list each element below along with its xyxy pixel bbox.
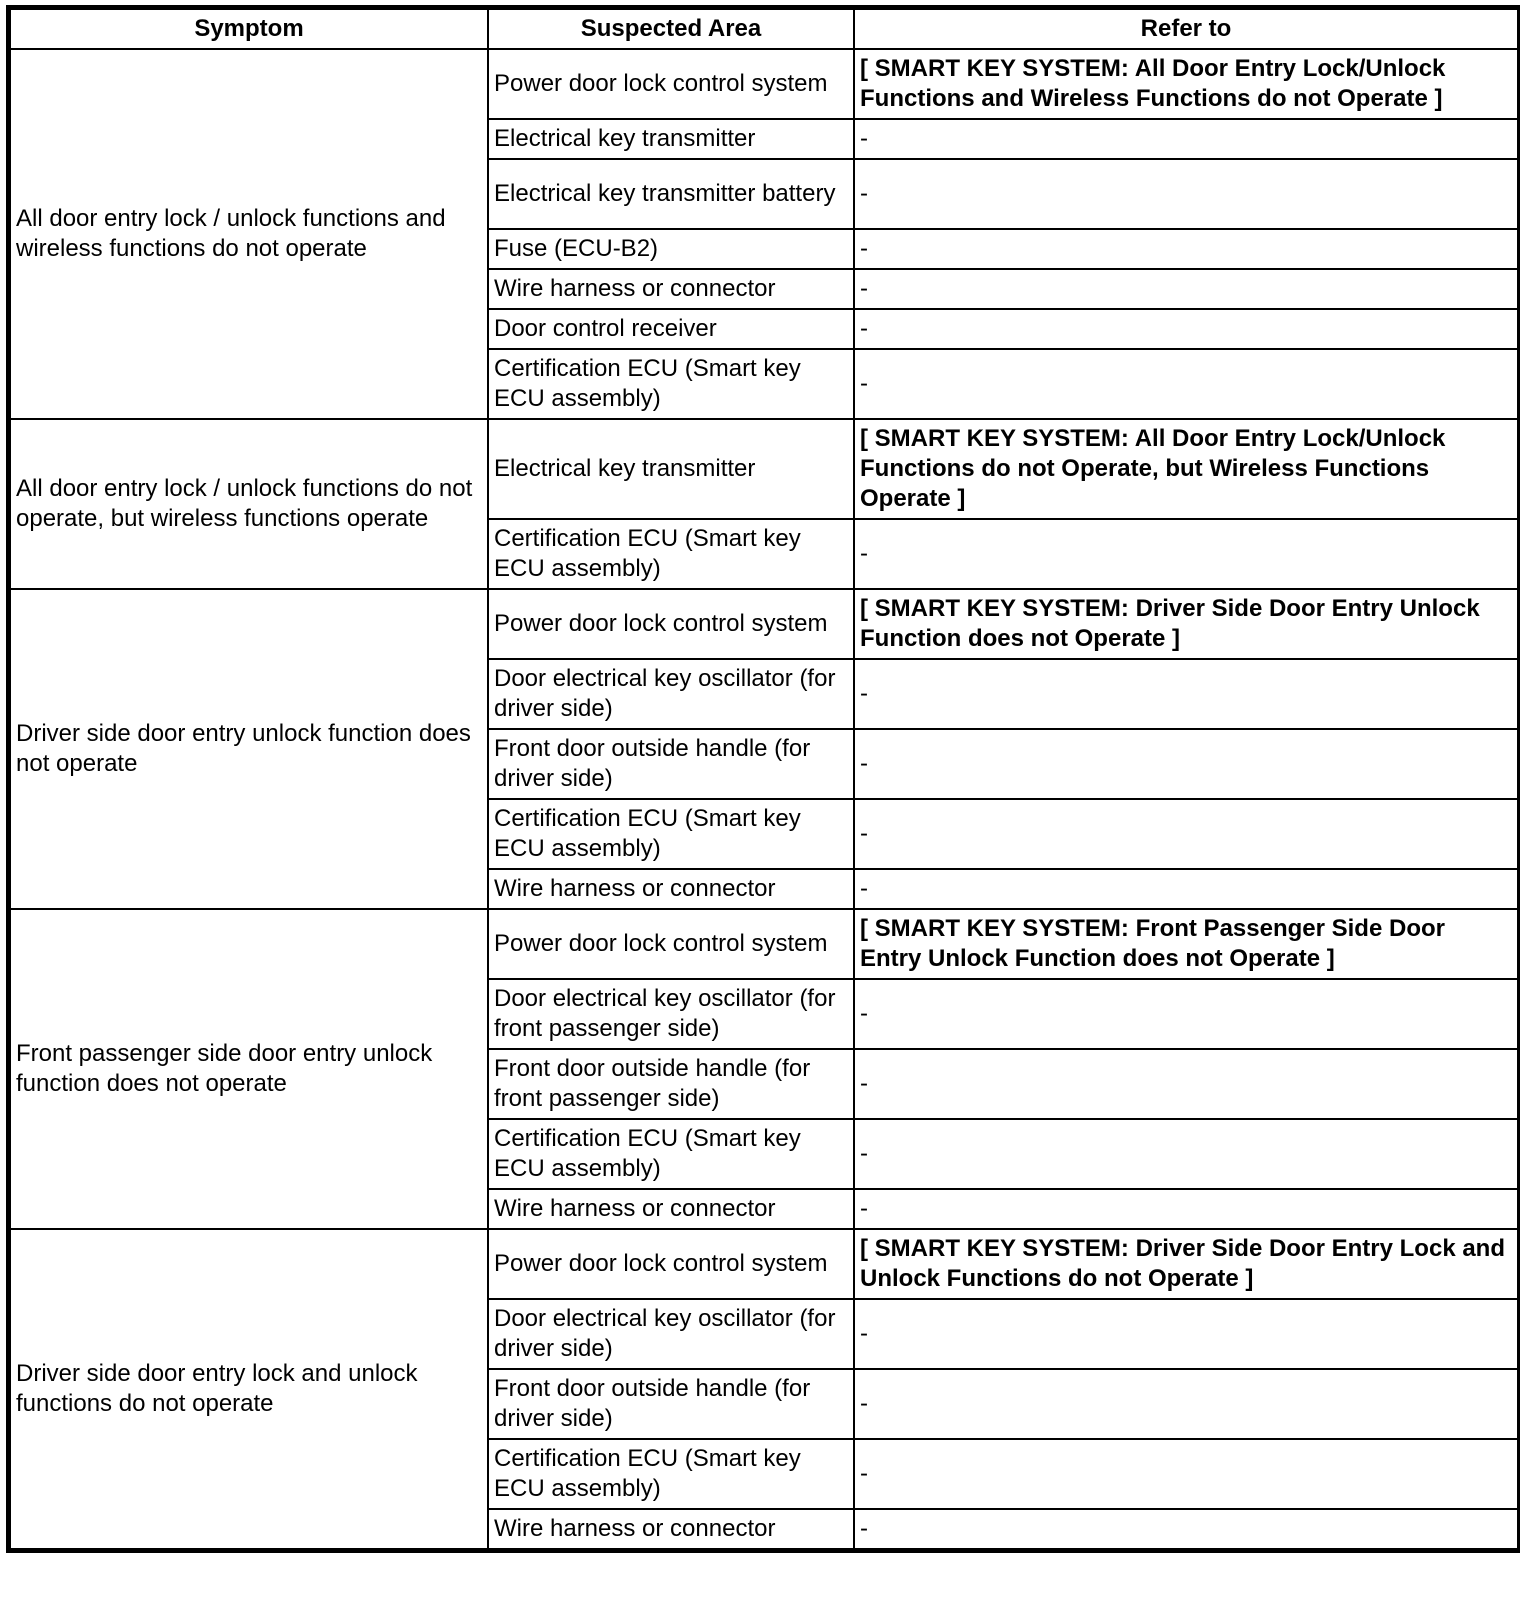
suspected-area-cell: Wire harness or connector <box>488 1509 854 1549</box>
header-symptom: Symptom <box>10 9 488 49</box>
refer-cell: - <box>854 1299 1518 1369</box>
suspected-area-cell: Certification ECU (Smart key ECU assembly) <box>488 799 854 869</box>
symptom-cell: Driver side door entry lock and unlock functions do not operate <box>10 1229 488 1549</box>
table-row <box>10 589 1518 659</box>
header-refer-to: Refer to <box>854 9 1518 49</box>
refer-link[interactable]: [ SMART KEY SYSTEM: All Door Entry Lock/Unlock Functions do not Operate, but Wireless Functions Operate ] <box>854 419 1518 519</box>
suspected-area-cell: Power door lock control system <box>488 49 854 119</box>
refer-cell: - <box>854 1509 1518 1549</box>
refer-cell: - <box>854 729 1518 799</box>
symptom-cell: Driver side door entry unlock function does not operate <box>10 589 488 909</box>
refer-cell: - <box>854 1189 1518 1229</box>
refer-cell: - <box>854 799 1518 869</box>
troubleshooting-table-frame <box>6 5 1520 1553</box>
suspected-area-cell: Certification ECU (Smart key ECU assembly) <box>488 519 854 589</box>
symptom-cell: Front passenger side door entry unlock function does not operate <box>10 909 488 1229</box>
suspected-area-cell: Electrical key transmitter battery <box>488 159 854 229</box>
suspected-area-cell: Front door outside handle (for driver side) <box>488 1369 854 1439</box>
suspected-area-cell: Fuse (ECU-B2) <box>488 229 854 269</box>
refer-cell: - <box>854 119 1518 159</box>
suspected-area-cell: Door control receiver <box>488 309 854 349</box>
suspected-area-cell: Door electrical key oscillator (for front passenger side) <box>488 979 854 1049</box>
suspected-area-cell: Front door outside handle (for driver side) <box>488 729 854 799</box>
suspected-area-cell: Power door lock control system <box>488 1229 854 1299</box>
refer-cell: - <box>854 1439 1518 1509</box>
suspected-area-cell: Front door outside handle (for front passenger side) <box>488 1049 854 1119</box>
suspected-area-cell: Power door lock control system <box>488 589 854 659</box>
refer-cell: - <box>854 269 1518 309</box>
refer-cell: - <box>854 1049 1518 1119</box>
refer-cell: - <box>854 869 1518 909</box>
suspected-area-cell: Wire harness or connector <box>488 1189 854 1229</box>
header-suspected-area: Suspected Area <box>488 9 854 49</box>
table-row <box>10 49 1518 119</box>
refer-cell: - <box>854 519 1518 589</box>
suspected-area-cell: Door electrical key oscillator (for driver side) <box>488 1299 854 1369</box>
refer-cell: - <box>854 349 1518 419</box>
refer-link[interactable]: [ SMART KEY SYSTEM: Driver Side Door Entry Lock and Unlock Functions do not Operate ] <box>854 1229 1518 1299</box>
suspected-area-cell: Wire harness or connector <box>488 269 854 309</box>
suspected-area-cell: Power door lock control system <box>488 909 854 979</box>
suspected-area-cell: Door electrical key oscillator (for driver side) <box>488 659 854 729</box>
table-header-row <box>10 9 1518 49</box>
table-row <box>10 419 1518 519</box>
refer-cell: - <box>854 309 1518 349</box>
table-row <box>10 909 1518 979</box>
suspected-area-cell: Certification ECU (Smart key ECU assembly) <box>488 349 854 419</box>
refer-cell: - <box>854 1119 1518 1189</box>
refer-cell: - <box>854 659 1518 729</box>
suspected-area-cell: Electrical key transmitter <box>488 119 854 159</box>
refer-link[interactable]: [ SMART KEY SYSTEM: All Door Entry Lock/Unlock Functions and Wireless Functions do not Operate ] <box>854 49 1518 119</box>
refer-cell: - <box>854 979 1518 1049</box>
troubleshooting-table <box>9 8 1519 1550</box>
symptom-cell: All door entry lock / unlock functions and wireless functions do not operate <box>10 49 488 419</box>
refer-cell: - <box>854 159 1518 229</box>
refer-link[interactable]: [ SMART KEY SYSTEM: Front Passenger Side Door Entry Unlock Function does not Operate ] <box>854 909 1518 979</box>
suspected-area-cell: Electrical key transmitter <box>488 419 854 519</box>
suspected-area-cell: Certification ECU (Smart key ECU assembly) <box>488 1439 854 1509</box>
suspected-area-cell: Wire harness or connector <box>488 869 854 909</box>
refer-cell: - <box>854 1369 1518 1439</box>
suspected-area-cell: Certification ECU (Smart key ECU assembly) <box>488 1119 854 1189</box>
symptom-cell: All door entry lock / unlock functions do not operate, but wireless functions operate <box>10 419 488 589</box>
refer-link[interactable]: [ SMART KEY SYSTEM: Driver Side Door Entry Unlock Function does not Operate ] <box>854 589 1518 659</box>
table-row <box>10 1229 1518 1299</box>
refer-cell: - <box>854 229 1518 269</box>
